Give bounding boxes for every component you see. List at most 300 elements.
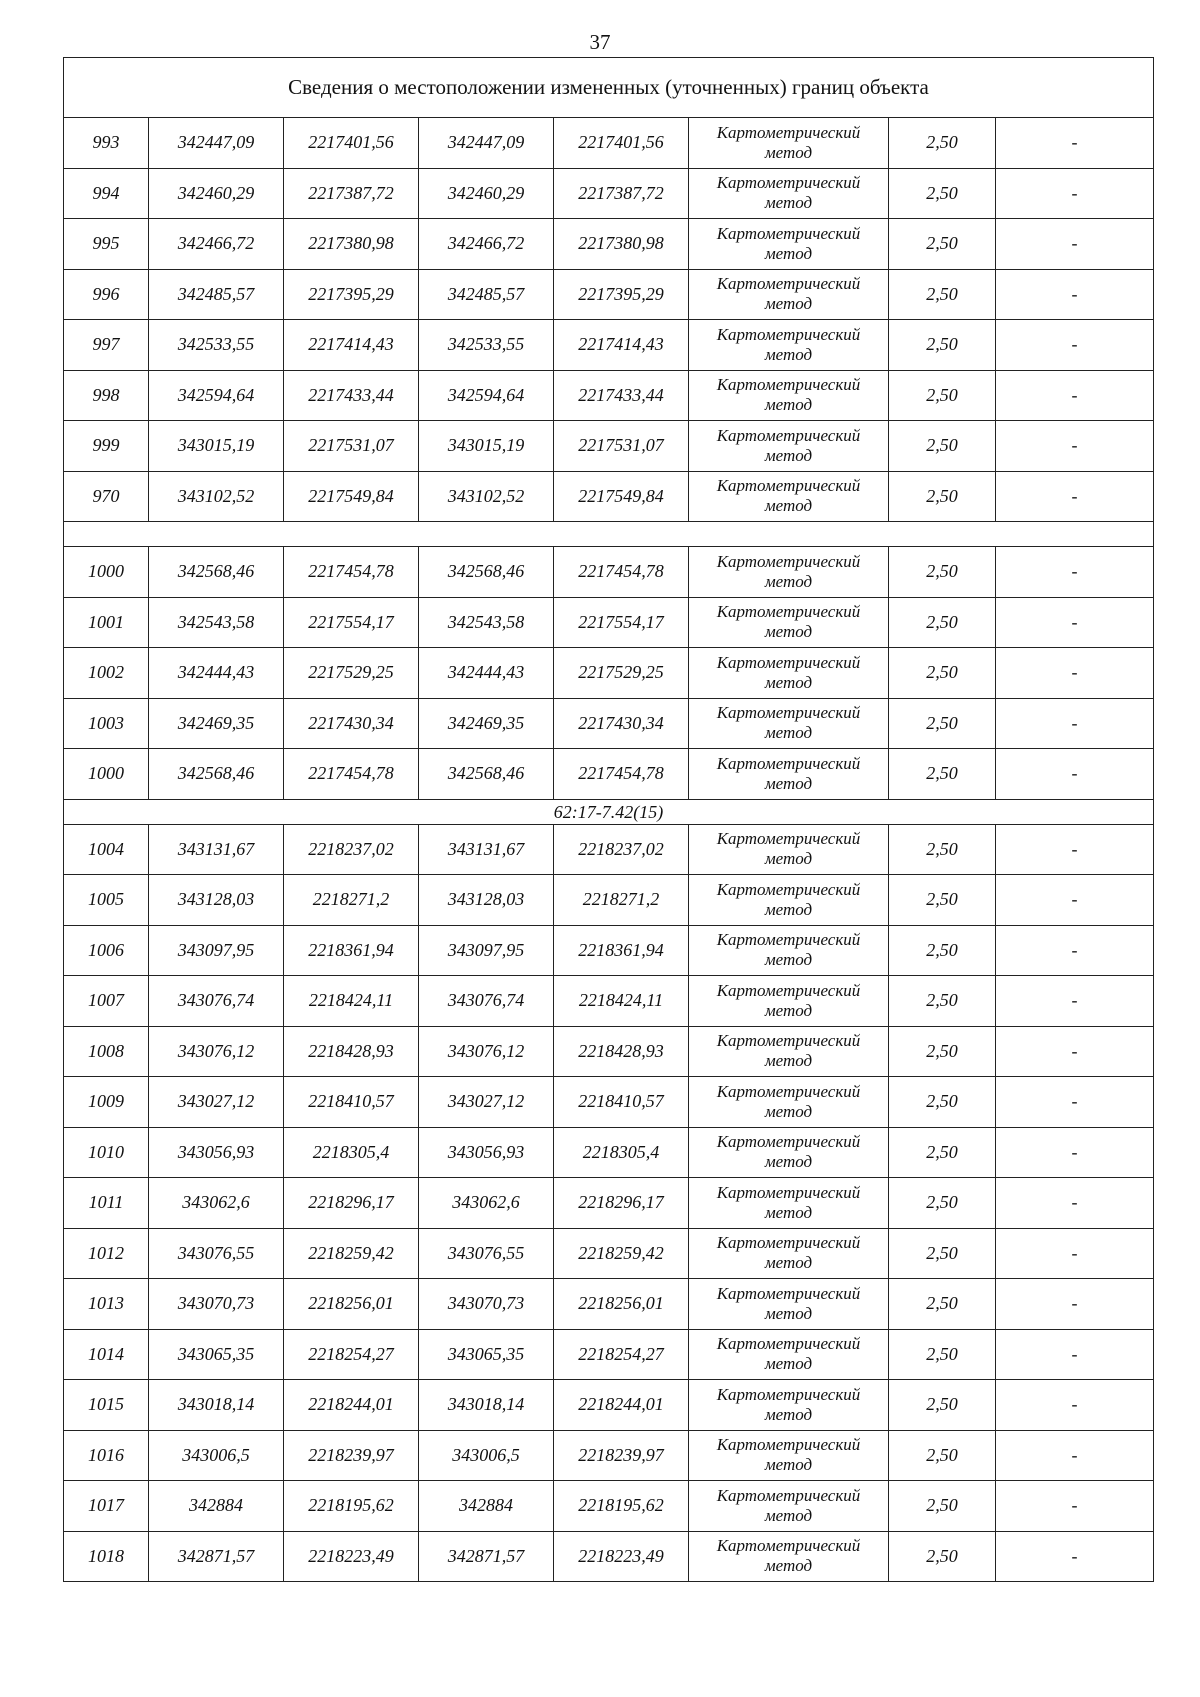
accuracy: 2,50 <box>889 320 996 371</box>
method-line-2: метод <box>764 395 813 415</box>
x-coordinate: 342543,58 <box>149 597 284 648</box>
y-coordinate-new: 2218244,01 <box>554 1380 689 1431</box>
point-number: 970 <box>64 471 149 522</box>
method-line-1: Картометрический <box>716 1283 861 1303</box>
y-coordinate-new: 2218424,11 <box>554 976 689 1027</box>
accuracy: 2,50 <box>889 698 996 749</box>
description: - <box>996 1531 1154 1582</box>
method-cell <box>689 471 889 522</box>
y-coordinate-new: 2217433,44 <box>554 370 689 421</box>
description: - <box>996 471 1154 522</box>
method-line-2: метод <box>764 1202 813 1222</box>
description: - <box>996 1380 1154 1431</box>
point-number: 1018 <box>64 1531 149 1582</box>
method-cell <box>689 219 889 270</box>
description: - <box>996 749 1154 800</box>
method-cell <box>689 1329 889 1380</box>
x-coordinate-new: 342447,09 <box>419 118 554 169</box>
table-row <box>64 976 1154 1027</box>
x-coordinate-new: 343076,12 <box>419 1026 554 1077</box>
x-coordinate: 343056,93 <box>149 1127 284 1178</box>
point-number: 1010 <box>64 1127 149 1178</box>
x-coordinate: 343062,6 <box>149 1178 284 1229</box>
y-coordinate: 2217454,78 <box>284 547 419 598</box>
x-coordinate: 342871,57 <box>149 1531 284 1582</box>
x-coordinate: 342466,72 <box>149 219 284 270</box>
y-coordinate: 2217549,84 <box>284 471 419 522</box>
x-coordinate: 343076,74 <box>149 976 284 1027</box>
y-coordinate-new: 2218305,4 <box>554 1127 689 1178</box>
point-number: 998 <box>64 370 149 421</box>
table-row <box>64 1077 1154 1128</box>
method-line-1: Картометрический <box>716 1536 861 1556</box>
method-cell <box>689 1481 889 1532</box>
accuracy: 2,50 <box>889 597 996 648</box>
table-row <box>64 1430 1154 1481</box>
accuracy: 2,50 <box>889 1228 996 1279</box>
y-coordinate: 2218424,11 <box>284 976 419 1027</box>
x-coordinate: 343006,5 <box>149 1430 284 1481</box>
x-coordinate-new: 342485,57 <box>419 269 554 320</box>
description: - <box>996 1228 1154 1279</box>
description: - <box>996 1481 1154 1532</box>
method-line-2: метод <box>764 622 813 642</box>
accuracy: 2,50 <box>889 976 996 1027</box>
y-coordinate-new: 2218239,97 <box>554 1430 689 1481</box>
x-coordinate-new: 343076,74 <box>419 976 554 1027</box>
accuracy: 2,50 <box>889 219 996 270</box>
x-coordinate-new: 342444,43 <box>419 648 554 699</box>
y-coordinate: 2217454,78 <box>284 749 419 800</box>
table-row <box>64 1531 1154 1582</box>
description: - <box>996 1329 1154 1380</box>
y-coordinate-new: 2218428,93 <box>554 1026 689 1077</box>
x-coordinate: 342469,35 <box>149 698 284 749</box>
description: - <box>996 1026 1154 1077</box>
method-line-2: метод <box>764 1253 813 1273</box>
table-row <box>64 1380 1154 1431</box>
accuracy: 2,50 <box>889 1531 996 1582</box>
y-coordinate-new: 2217531,07 <box>554 421 689 472</box>
method-line-1: Картометрический <box>716 980 861 1000</box>
y-coordinate-new: 2218223,49 <box>554 1531 689 1582</box>
method-cell <box>689 749 889 800</box>
method-line-1: Картометрический <box>716 1132 861 1152</box>
accuracy: 2,50 <box>889 269 996 320</box>
x-coordinate-new: 343131,67 <box>419 824 554 875</box>
y-coordinate-new: 2218259,42 <box>554 1228 689 1279</box>
accuracy: 2,50 <box>889 925 996 976</box>
method-line-2: метод <box>764 243 813 263</box>
method-cell <box>689 320 889 371</box>
x-coordinate: 342460,29 <box>149 168 284 219</box>
description: - <box>996 925 1154 976</box>
x-coordinate-new: 342568,46 <box>419 547 554 598</box>
method-line-1: Картометрический <box>716 930 861 950</box>
method-line-1: Картометрический <box>716 1435 861 1455</box>
x-coordinate-new: 343065,35 <box>419 1329 554 1380</box>
method-line-2: метод <box>764 1101 813 1121</box>
x-coordinate-new: 342871,57 <box>419 1531 554 1582</box>
y-coordinate: 2218305,4 <box>284 1127 419 1178</box>
accuracy: 2,50 <box>889 471 996 522</box>
table-row <box>64 1228 1154 1279</box>
table-row <box>64 320 1154 371</box>
accuracy: 2,50 <box>889 1481 996 1532</box>
method-line-1: Картометрический <box>716 223 861 243</box>
table-row <box>64 1178 1154 1229</box>
y-coordinate: 2217387,72 <box>284 168 419 219</box>
caption-row <box>64 58 1154 118</box>
table-row <box>64 648 1154 699</box>
table-row <box>64 471 1154 522</box>
description: - <box>996 1279 1154 1330</box>
y-coordinate: 2217430,34 <box>284 698 419 749</box>
accuracy: 2,50 <box>889 370 996 421</box>
x-coordinate-new: 343128,03 <box>419 875 554 926</box>
method-line-2: метод <box>764 1000 813 1020</box>
method-cell <box>689 421 889 472</box>
description: - <box>996 168 1154 219</box>
x-coordinate: 343097,95 <box>149 925 284 976</box>
method-cell <box>689 648 889 699</box>
description: - <box>996 824 1154 875</box>
method-line-2: метод <box>764 1556 813 1576</box>
table-row <box>64 1026 1154 1077</box>
method-line-2: метод <box>764 1354 813 1374</box>
x-coordinate: 342485,57 <box>149 269 284 320</box>
accuracy: 2,50 <box>889 1026 996 1077</box>
description: - <box>996 421 1154 472</box>
method-line-1: Картометрический <box>716 829 861 849</box>
method-cell <box>689 1380 889 1431</box>
accuracy: 2,50 <box>889 1380 996 1431</box>
x-coordinate: 343065,35 <box>149 1329 284 1380</box>
method-cell <box>689 1077 889 1128</box>
y-coordinate-new: 2217387,72 <box>554 168 689 219</box>
x-coordinate: 342568,46 <box>149 547 284 598</box>
point-number: 1009 <box>64 1077 149 1128</box>
point-number: 1015 <box>64 1380 149 1431</box>
method-line-1: Картометрический <box>716 476 861 496</box>
point-number: 1001 <box>64 597 149 648</box>
y-coordinate-new: 2218256,01 <box>554 1279 689 1330</box>
table-caption: Сведения о местоположении измененных (уточненных) границ объекта <box>64 58 1154 118</box>
table-row <box>64 1481 1154 1532</box>
accuracy: 2,50 <box>889 421 996 472</box>
y-coordinate: 2217414,43 <box>284 320 419 371</box>
method-line-2: метод <box>764 571 813 591</box>
description: - <box>996 1077 1154 1128</box>
method-line-2: метод <box>764 1051 813 1071</box>
x-coordinate-new: 342884 <box>419 1481 554 1532</box>
x-coordinate-new: 343015,19 <box>419 421 554 472</box>
point-number: 1005 <box>64 875 149 926</box>
method-line-2: метод <box>764 723 813 743</box>
y-coordinate-new: 2217549,84 <box>554 471 689 522</box>
accuracy: 2,50 <box>889 749 996 800</box>
method-cell <box>689 875 889 926</box>
x-coordinate-new: 342543,58 <box>419 597 554 648</box>
separator-row <box>64 522 1154 547</box>
method-line-2: метод <box>764 1455 813 1475</box>
x-coordinate: 342533,55 <box>149 320 284 371</box>
method-cell <box>689 1178 889 1229</box>
separator-cell <box>64 522 1154 547</box>
accuracy: 2,50 <box>889 1127 996 1178</box>
y-coordinate: 2218195,62 <box>284 1481 419 1532</box>
method-line-1: Картометрический <box>716 602 861 622</box>
y-coordinate-new: 2217454,78 <box>554 547 689 598</box>
method-cell <box>689 269 889 320</box>
point-number: 1008 <box>64 1026 149 1077</box>
method-cell <box>689 1531 889 1582</box>
point-number: 993 <box>64 118 149 169</box>
table-row <box>64 1329 1154 1380</box>
x-coordinate: 343076,55 <box>149 1228 284 1279</box>
method-line-1: Картометрический <box>716 173 861 193</box>
description: - <box>996 1178 1154 1229</box>
description: - <box>996 320 1154 371</box>
point-number: 1014 <box>64 1329 149 1380</box>
point-number: 1016 <box>64 1430 149 1481</box>
point-number: 1003 <box>64 698 149 749</box>
x-coordinate: 343018,14 <box>149 1380 284 1431</box>
method-line-1: Картометрический <box>716 1182 861 1202</box>
y-coordinate: 2217433,44 <box>284 370 419 421</box>
y-coordinate-new: 2218361,94 <box>554 925 689 976</box>
method-line-2: метод <box>764 142 813 162</box>
method-line-1: Картометрический <box>716 753 861 773</box>
point-number: 1002 <box>64 648 149 699</box>
method-cell <box>689 1430 889 1481</box>
point-number: 1000 <box>64 547 149 598</box>
description: - <box>996 1127 1154 1178</box>
x-coordinate: 343076,12 <box>149 1026 284 1077</box>
y-coordinate: 2218361,94 <box>284 925 419 976</box>
table-row <box>64 168 1154 219</box>
method-cell <box>689 976 889 1027</box>
method-cell <box>689 597 889 648</box>
table-row <box>64 597 1154 648</box>
point-number: 1013 <box>64 1279 149 1330</box>
x-coordinate: 343015,19 <box>149 421 284 472</box>
method-line-2: метод <box>764 950 813 970</box>
y-coordinate: 2218259,42 <box>284 1228 419 1279</box>
accuracy: 2,50 <box>889 648 996 699</box>
y-coordinate: 2218410,57 <box>284 1077 419 1128</box>
table-row <box>64 269 1154 320</box>
accuracy: 2,50 <box>889 1077 996 1128</box>
point-number: 1006 <box>64 925 149 976</box>
x-coordinate-new: 343097,95 <box>419 925 554 976</box>
method-line-2: метод <box>764 1505 813 1525</box>
accuracy: 2,50 <box>889 168 996 219</box>
y-coordinate: 2218296,17 <box>284 1178 419 1229</box>
table-row <box>64 219 1154 270</box>
method-cell <box>689 370 889 421</box>
method-cell <box>689 1026 889 1077</box>
x-coordinate-new: 343056,93 <box>419 1127 554 1178</box>
y-coordinate-new: 2218254,27 <box>554 1329 689 1380</box>
point-number: 995 <box>64 219 149 270</box>
table-row <box>64 698 1154 749</box>
description: - <box>996 976 1154 1027</box>
y-coordinate-new: 2217380,98 <box>554 219 689 270</box>
point-number: 996 <box>64 269 149 320</box>
accuracy: 2,50 <box>889 824 996 875</box>
accuracy: 2,50 <box>889 1178 996 1229</box>
x-coordinate-new: 343062,6 <box>419 1178 554 1229</box>
point-number: 1007 <box>64 976 149 1027</box>
x-coordinate-new: 342594,64 <box>419 370 554 421</box>
method-line-2: метод <box>764 193 813 213</box>
x-coordinate: 343128,03 <box>149 875 284 926</box>
x-coordinate: 342568,46 <box>149 749 284 800</box>
method-line-1: Картометрический <box>716 324 861 344</box>
y-coordinate: 2217554,17 <box>284 597 419 648</box>
y-coordinate-new: 2217454,78 <box>554 749 689 800</box>
description: - <box>996 597 1154 648</box>
table-row <box>64 749 1154 800</box>
method-cell <box>689 168 889 219</box>
method-line-2: метод <box>764 1152 813 1172</box>
method-line-1: Картометрический <box>716 122 861 142</box>
accuracy: 2,50 <box>889 1329 996 1380</box>
table-row <box>64 1127 1154 1178</box>
method-line-1: Картометрический <box>716 274 861 294</box>
point-number: 1012 <box>64 1228 149 1279</box>
y-coordinate-new: 2217554,17 <box>554 597 689 648</box>
y-coordinate: 2217401,56 <box>284 118 419 169</box>
method-line-1: Картометрический <box>716 551 861 571</box>
y-coordinate: 2218244,01 <box>284 1380 419 1431</box>
method-line-1: Картометрический <box>716 703 861 723</box>
y-coordinate-new: 2218410,57 <box>554 1077 689 1128</box>
x-coordinate-new: 342466,72 <box>419 219 554 270</box>
y-coordinate-new: 2217401,56 <box>554 118 689 169</box>
y-coordinate-new: 2217529,25 <box>554 648 689 699</box>
x-coordinate-new: 342469,35 <box>419 698 554 749</box>
method-cell <box>689 1279 889 1330</box>
method-line-2: метод <box>764 294 813 314</box>
description: - <box>996 648 1154 699</box>
section-row <box>64 799 1154 824</box>
y-coordinate-new: 2217395,29 <box>554 269 689 320</box>
x-coordinate: 342444,43 <box>149 648 284 699</box>
point-number: 994 <box>64 168 149 219</box>
method-cell <box>689 1228 889 1279</box>
point-number: 1011 <box>64 1178 149 1229</box>
method-line-1: Картометрический <box>716 1334 861 1354</box>
table-row <box>64 370 1154 421</box>
y-coordinate: 2218254,27 <box>284 1329 419 1380</box>
y-coordinate-new: 2217430,34 <box>554 698 689 749</box>
x-coordinate-new: 343070,73 <box>419 1279 554 1330</box>
point-number: 1000 <box>64 749 149 800</box>
method-cell <box>689 547 889 598</box>
y-coordinate-new: 2218195,62 <box>554 1481 689 1532</box>
description: - <box>996 219 1154 270</box>
description: - <box>996 269 1154 320</box>
description: - <box>996 547 1154 598</box>
method-cell <box>689 824 889 875</box>
y-coordinate: 2218237,02 <box>284 824 419 875</box>
method-line-1: Картометрический <box>716 652 861 672</box>
table-row <box>64 925 1154 976</box>
accuracy: 2,50 <box>889 1279 996 1330</box>
accuracy: 2,50 <box>889 1430 996 1481</box>
y-coordinate: 2217529,25 <box>284 648 419 699</box>
x-coordinate: 343070,73 <box>149 1279 284 1330</box>
point-number: 997 <box>64 320 149 371</box>
x-coordinate-new: 343102,52 <box>419 471 554 522</box>
method-line-2: метод <box>764 773 813 793</box>
method-cell <box>689 925 889 976</box>
x-coordinate-new: 342568,46 <box>419 749 554 800</box>
y-coordinate: 2218223,49 <box>284 1531 419 1582</box>
method-line-2: метод <box>764 1303 813 1323</box>
x-coordinate: 342884 <box>149 1481 284 1532</box>
point-number: 1017 <box>64 1481 149 1532</box>
x-coordinate: 343102,52 <box>149 471 284 522</box>
table-row <box>64 421 1154 472</box>
y-coordinate: 2218271,2 <box>284 875 419 926</box>
method-line-2: метод <box>764 344 813 364</box>
x-coordinate-new: 342460,29 <box>419 168 554 219</box>
method-line-1: Картометрический <box>716 425 861 445</box>
x-coordinate-new: 342533,55 <box>419 320 554 371</box>
method-line-1: Картометрический <box>716 1233 861 1253</box>
description: - <box>996 118 1154 169</box>
method-line-1: Картометрический <box>716 1081 861 1101</box>
point-number: 1004 <box>64 824 149 875</box>
y-coordinate: 2218256,01 <box>284 1279 419 1330</box>
method-cell <box>689 1127 889 1178</box>
method-line-2: метод <box>764 496 813 516</box>
page-number: 37 <box>589 30 611 54</box>
table-row <box>64 824 1154 875</box>
accuracy: 2,50 <box>889 547 996 598</box>
method-line-1: Картометрический <box>716 879 861 899</box>
method-line-2: метод <box>764 445 813 465</box>
x-coordinate-new: 343076,55 <box>419 1228 554 1279</box>
point-number: 999 <box>64 421 149 472</box>
y-coordinate: 2217380,98 <box>284 219 419 270</box>
method-line-1: Картометрический <box>716 1384 861 1404</box>
method-cell <box>689 698 889 749</box>
y-coordinate: 2217531,07 <box>284 421 419 472</box>
description: - <box>996 875 1154 926</box>
y-coordinate-new: 2218271,2 <box>554 875 689 926</box>
description: - <box>996 370 1154 421</box>
method-line-2: метод <box>764 672 813 692</box>
y-coordinate-new: 2218296,17 <box>554 1178 689 1229</box>
method-cell <box>689 118 889 169</box>
description: - <box>996 1430 1154 1481</box>
table-row <box>64 547 1154 598</box>
coordinates-table <box>63 57 1154 1582</box>
y-coordinate-new: 2218237,02 <box>554 824 689 875</box>
method-line-2: метод <box>764 899 813 919</box>
y-coordinate-new: 2217414,43 <box>554 320 689 371</box>
y-coordinate: 2218428,93 <box>284 1026 419 1077</box>
x-coordinate: 342447,09 <box>149 118 284 169</box>
table-row <box>64 118 1154 169</box>
y-coordinate: 2218239,97 <box>284 1430 419 1481</box>
accuracy: 2,50 <box>889 118 996 169</box>
method-line-2: метод <box>764 849 813 869</box>
